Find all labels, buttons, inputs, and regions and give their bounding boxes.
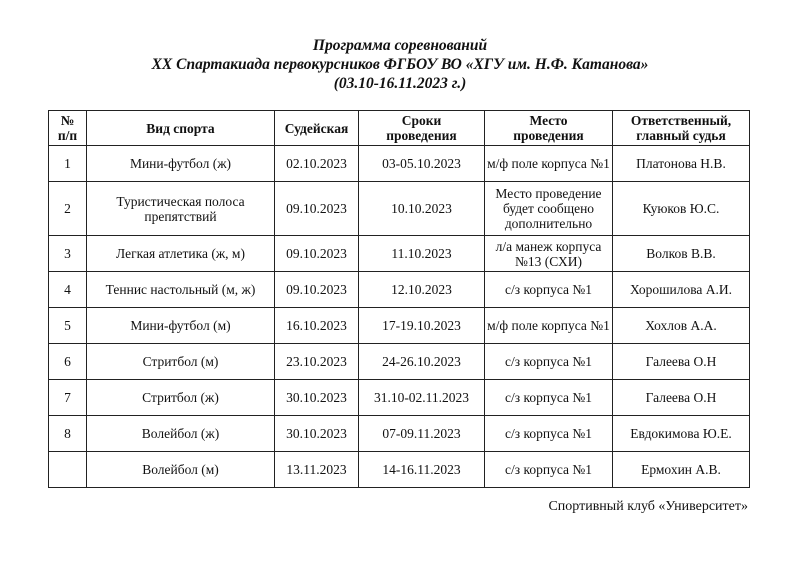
- competition-schedule-table: [48, 110, 750, 488]
- cell-number: 1: [49, 146, 87, 182]
- cell-dates: 17-19.10.2023: [359, 308, 485, 344]
- table-row: [49, 416, 750, 452]
- cell-number: 8: [49, 416, 87, 452]
- cell-judge: 16.10.2023: [275, 308, 359, 344]
- table-row: [49, 146, 750, 182]
- cell-dates: 11.10.2023: [359, 236, 485, 272]
- cell-judge: 09.10.2023: [275, 182, 359, 236]
- cell-judge: 30.10.2023: [275, 380, 359, 416]
- cell-sport: Волейбол (ж): [87, 416, 275, 452]
- cell-place: м/ф поле корпуса №1: [485, 146, 613, 182]
- header-dates: [359, 111, 485, 146]
- header-sport: Вид спорта: [87, 111, 275, 146]
- header-dates-line2: проведения: [386, 128, 457, 143]
- cell-dates: 12.10.2023: [359, 272, 485, 308]
- cell-sport: Волейбол (м): [87, 452, 275, 488]
- table-row: [49, 452, 750, 488]
- cell-sport: Мини-футбол (м): [87, 308, 275, 344]
- cell-dates: 31.10-02.11.2023: [359, 380, 485, 416]
- cell-responsible: Галеева О.Н: [613, 380, 750, 416]
- header-place: [485, 111, 613, 146]
- document-subtitle: XX Спартакиада первокурсников ФГБОУ ВО «ХГУ им. Н.Ф. Катанова»: [151, 56, 649, 73]
- table-row: [49, 344, 750, 380]
- header-responsible: [613, 111, 750, 146]
- table-row: [49, 182, 750, 236]
- header-dates-line1: Сроки: [401, 113, 442, 128]
- cell-judge: 13.11.2023: [275, 452, 359, 488]
- table-header-row: [49, 111, 750, 146]
- cell-judge: 30.10.2023: [275, 416, 359, 452]
- cell-judge: 09.10.2023: [275, 272, 359, 308]
- footer-signature: Спортивный клуб «Университет»: [548, 499, 748, 514]
- header-number-line2: п/п: [57, 128, 78, 143]
- cell-place: с/з корпуса №1: [485, 416, 613, 452]
- table-row: [49, 236, 750, 272]
- cell-dates: 14-16.11.2023: [359, 452, 485, 488]
- cell-place: с/з корпуса №1: [485, 344, 613, 380]
- cell-number: [49, 452, 87, 488]
- cell-number: 7: [49, 380, 87, 416]
- cell-dates: 07-09.11.2023: [359, 416, 485, 452]
- cell-place: с/з корпуса №1: [485, 380, 613, 416]
- cell-responsible: Хохлов А.А.: [613, 308, 750, 344]
- cell-number: 5: [49, 308, 87, 344]
- cell-place: с/з корпуса №1: [485, 272, 613, 308]
- table-row: [49, 380, 750, 416]
- document-date-range: (03.10-16.11.2023 г.): [333, 75, 467, 92]
- cell-place: Место проведение будет сообщено дополнительно: [485, 182, 613, 236]
- cell-dates: 10.10.2023: [359, 182, 485, 236]
- cell-responsible: Хорошилова А.И.: [613, 272, 750, 308]
- cell-sport: Легкая атлетика (ж, м): [87, 236, 275, 272]
- cell-place: с/з корпуса №1: [485, 452, 613, 488]
- document-title: Программа соревнований: [312, 37, 488, 54]
- cell-sport: Стритбол (м): [87, 344, 275, 380]
- cell-dates: 03-05.10.2023: [359, 146, 485, 182]
- cell-responsible: Евдокимова Ю.Е.: [613, 416, 750, 452]
- cell-judge: 23.10.2023: [275, 344, 359, 380]
- header-place-line2: проведения: [513, 128, 584, 143]
- cell-number: 3: [49, 236, 87, 272]
- header-number-line1: №: [60, 113, 75, 128]
- cell-responsible: Волков В.В.: [613, 236, 750, 272]
- cell-sport: Теннис настольный (м, ж): [87, 272, 275, 308]
- cell-sport: Мини-футбол (ж): [87, 146, 275, 182]
- cell-responsible: Куюков Ю.С.: [613, 182, 750, 236]
- cell-number: 2: [49, 182, 87, 236]
- cell-sport: Стритбол (ж): [87, 380, 275, 416]
- table-row: [49, 308, 750, 344]
- table-row: [49, 272, 750, 308]
- cell-dates: 24-26.10.2023: [359, 344, 485, 380]
- cell-number: 4: [49, 272, 87, 308]
- header-number: [49, 111, 87, 146]
- header-responsible-line2: главный судья: [636, 128, 726, 143]
- header-responsible-line1: Ответственный,: [630, 113, 732, 128]
- cell-judge: 09.10.2023: [275, 236, 359, 272]
- cell-judge: 02.10.2023: [275, 146, 359, 182]
- cell-responsible: Галеева О.Н: [613, 344, 750, 380]
- cell-responsible: Платонова Н.В.: [613, 146, 750, 182]
- header-judge: Судейская: [275, 111, 359, 146]
- cell-place: л/а манеж корпуса №13 (СХИ): [485, 236, 613, 272]
- cell-place: м/ф поле корпуса №1: [485, 308, 613, 344]
- cell-sport: Туристическая полоса препятствий: [87, 182, 275, 236]
- cell-responsible: Ермохин А.В.: [613, 452, 750, 488]
- header-place-line1: Место: [529, 113, 568, 128]
- cell-number: 6: [49, 344, 87, 380]
